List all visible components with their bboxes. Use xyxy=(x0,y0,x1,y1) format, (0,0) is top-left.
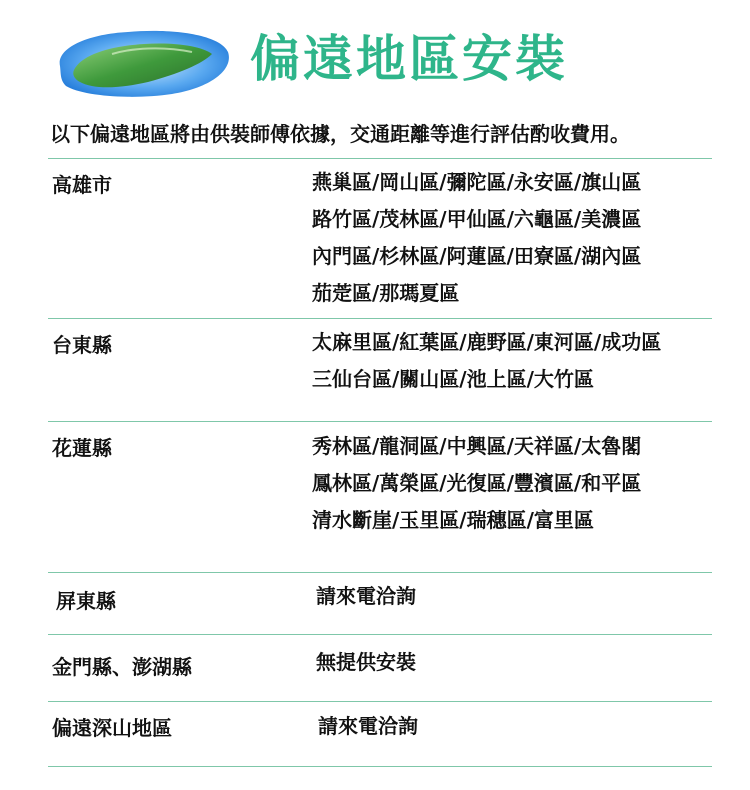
area-line: 內門區/杉林區/阿蓮區/田寮區/湖內區 xyxy=(312,244,642,268)
divider xyxy=(48,572,712,573)
area-line: 請來電洽詢 xyxy=(318,714,418,738)
divider xyxy=(48,634,712,635)
region-areas xyxy=(318,708,418,745)
region-name: 屏東縣 xyxy=(56,589,116,613)
region-name: 花蓮縣 xyxy=(52,436,112,460)
region-areas xyxy=(312,164,641,312)
page-title: 偏遠地區安裝 xyxy=(250,30,568,88)
divider xyxy=(48,766,712,767)
intro-text: 以下偏遠地區將由供裝師傅依據，交通距離等進行評估酌收費用。 xyxy=(50,122,630,146)
area-line: 請來電洽詢 xyxy=(316,584,416,608)
region-areas xyxy=(312,428,641,539)
region-name: 高雄市 xyxy=(52,173,112,197)
divider xyxy=(48,158,712,159)
area-line: 路竹區/茂林區/甲仙區/六龜區/美濃區 xyxy=(312,207,642,231)
region-areas xyxy=(316,578,416,615)
region-areas xyxy=(316,644,416,681)
area-line: 清水斷崖/玉里區/瑞穗區/富里區 xyxy=(312,508,594,532)
divider xyxy=(48,318,712,319)
area-line: 太麻里區/紅葉區/鹿野區/東河區/成功區 xyxy=(312,330,662,354)
region-name: 台東縣 xyxy=(52,333,112,357)
page-header xyxy=(0,0,750,110)
area-line: 鳳林區/萬榮區/光復區/豐濱區/和平區 xyxy=(312,471,642,495)
area-line: 茄萣區/那瑪夏區 xyxy=(312,281,460,305)
divider xyxy=(48,701,712,702)
divider xyxy=(48,421,712,422)
area-line: 燕巢區/岡山區/彌陀區/永安區/旗山區 xyxy=(312,170,642,194)
region-name: 偏遠深山地區 xyxy=(52,716,172,740)
region-areas xyxy=(312,324,661,398)
island-logo-icon xyxy=(52,24,232,100)
area-line: 無提供安裝 xyxy=(316,650,416,674)
area-line: 秀林區/龍洞區/中興區/天祥區/太魯閣 xyxy=(312,434,642,458)
area-line: 三仙台區/關山區/池上區/大竹區 xyxy=(312,367,594,391)
region-name: 金門縣、澎湖縣 xyxy=(52,655,192,679)
